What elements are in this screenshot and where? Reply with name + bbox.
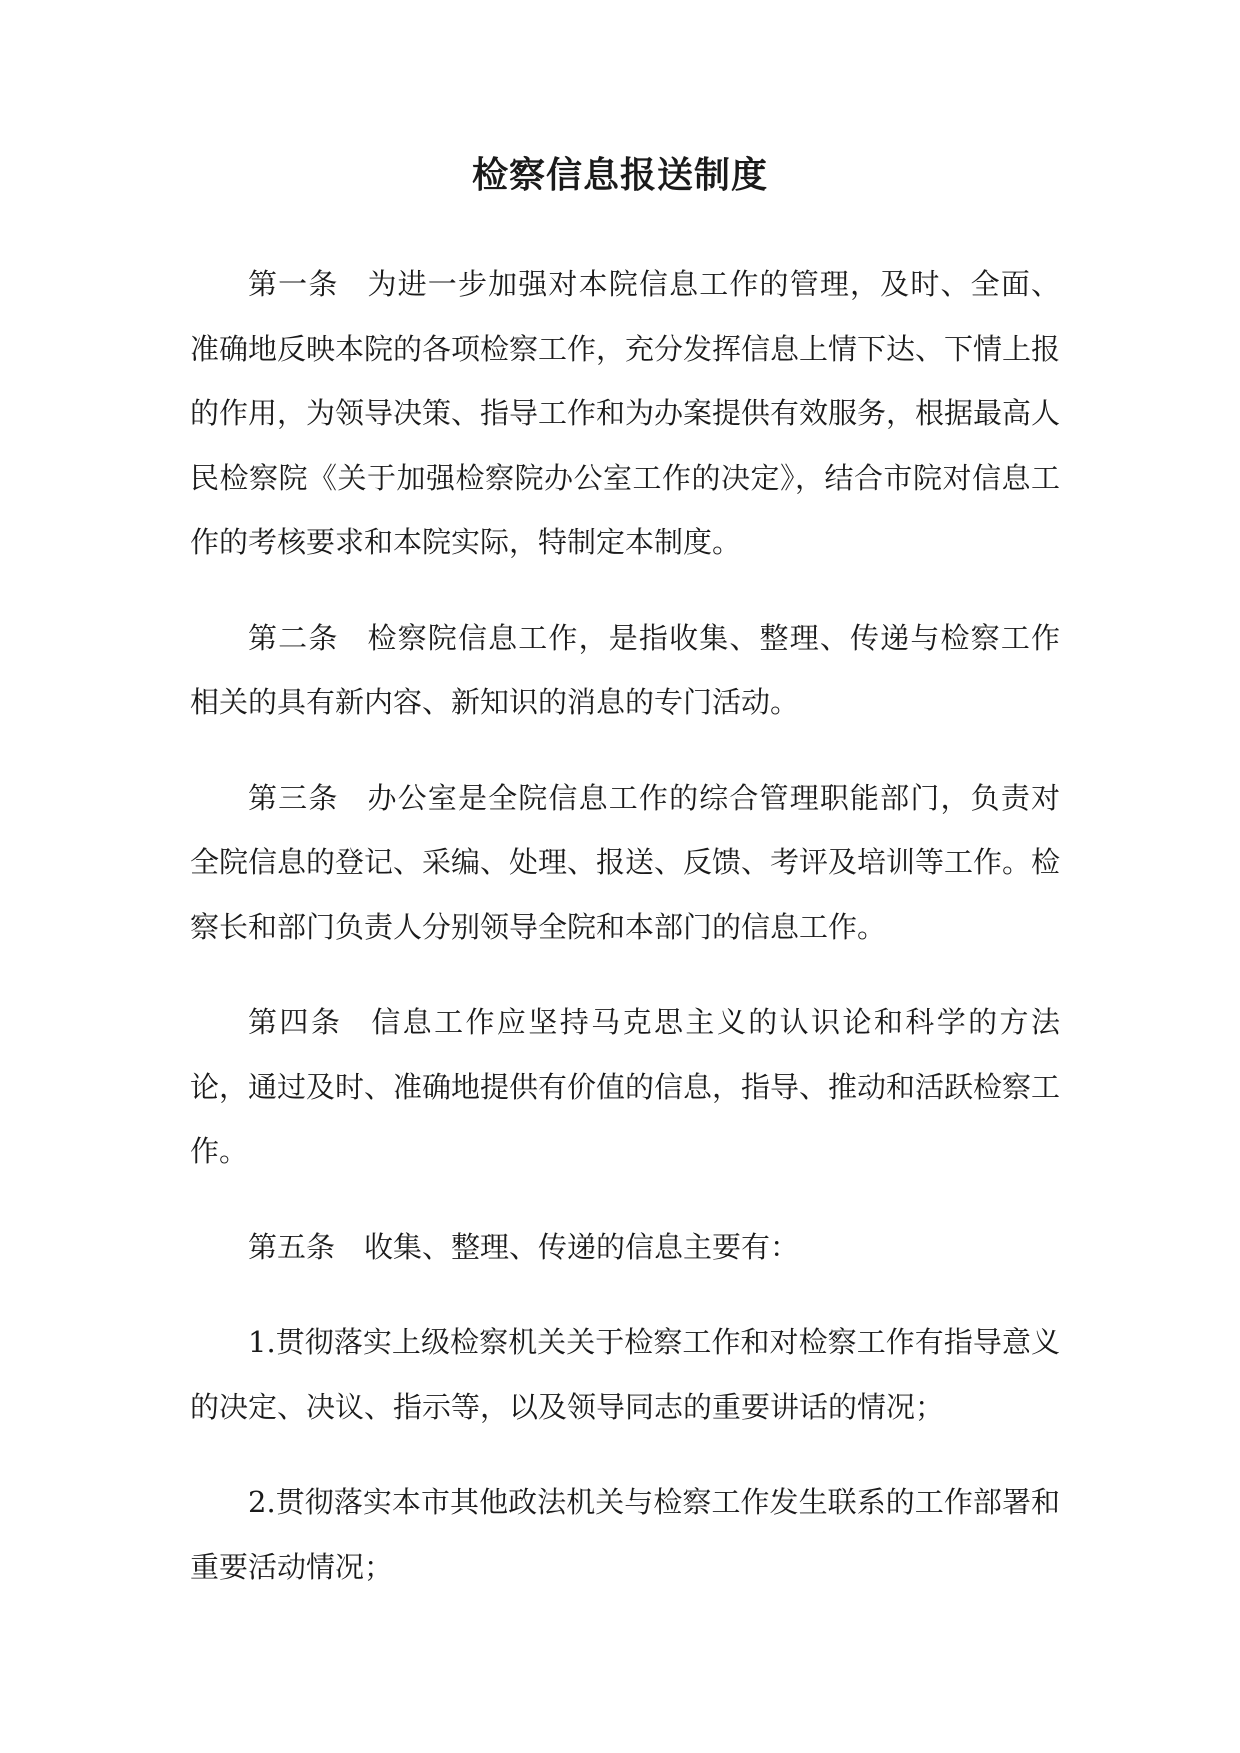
list-item-2: 2.贯彻落实本市其他政法机关与检察工作发生联系的工作部署和重要活动情况； — [190, 1485, 1060, 1584]
article-number: 第二条 — [248, 620, 339, 655]
article-text: 检察院信息工作，是指收集、整理、传递与检察工作相关的具有新内容、新知识的消息的专门活动。 — [190, 620, 1060, 719]
article-number: 第三条 — [248, 780, 339, 815]
article-1 — [190, 252, 1060, 575]
article-3 — [190, 766, 1060, 960]
article-5 — [190, 1215, 1060, 1280]
article-number: 第一条 — [248, 267, 339, 301]
article-4 — [190, 990, 1060, 1184]
article-text: 为进一步加强对本院信息工作的管理，及时、全面、准确地反映本院的各项检察工作，充分发挥信息上情下达、下情上报的作用，为领导决策、指导工作和为办案提供有效服务，根据最高人民检察院《关于加强检察院办公室工作的决定》，结合市院对信息工作的考核要求和本院实际，特制定本制度。 — [190, 267, 1061, 559]
document-body — [190, 252, 1060, 1630]
list-item-1: 1.贯彻落实上级检察机关关于检察工作和对检察工作有指导意义的决定、决议、指示等，以及领导同志的重要讲话的情况； — [190, 1325, 1060, 1424]
article-2 — [190, 606, 1060, 735]
article-number: 第四条 — [248, 1005, 343, 1039]
article-text: 收集、整理、传递的信息主要有： — [364, 1229, 800, 1264]
article-text: 信息工作应坚持马克思主义的认识论和科学的方法论，通过及时、准确地提供有价值的信息，指导、推动和活跃检察工作。 — [190, 1005, 1061, 1168]
article-number: 第五条 — [248, 1229, 336, 1264]
document-title: 检察信息报送制度 — [471, 155, 768, 196]
article-text: 办公室是全院信息工作的综合管理职能部门，负责对全院信息的登记、采编、处理、报送、反馈、考评及培训等工作。检察长和部门负责人分别领导全院和本部门的信息工作。 — [190, 780, 1061, 944]
